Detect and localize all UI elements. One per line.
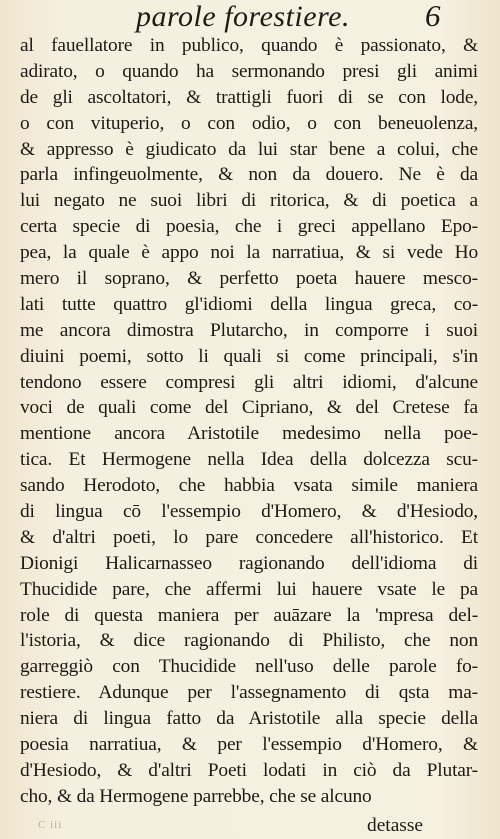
text-line: niera di lingua fatto da Aristotile alla specie della	[20, 708, 478, 730]
text-line: l'istoria, & dice ragionando di Philisto, che non	[20, 630, 478, 652]
text-line: sando Herodoto, che habbia vsata simile maniera	[20, 475, 478, 497]
text-line: mentione ancora Aristotile medesimo nella poe-	[20, 423, 478, 445]
text-line: certa specie di poesia, che i greci appellano Epo-	[20, 216, 478, 238]
text-line: pea, la quale è appo noi la narratiua, & si vede Ho	[20, 242, 478, 264]
text-line: al fauellatore in publico, quando è passionato, &	[20, 35, 478, 56]
text-line: d'Hesiodo, & d'altri Poeti lodati in ciò da Plutar-	[20, 759, 478, 781]
text-line: o con vituperio, o con odio, o con beneuolenza,	[20, 112, 478, 134]
text-line: de gli ascoltatori, & trattigli fuori di se con lode,	[20, 86, 478, 108]
text-line: adirato, o quando ha sermonando presi gli animi	[20, 60, 478, 82]
text-line: mero il soprano, & perfetto poeta hauere mesco-	[20, 268, 478, 290]
signature-mark: C iii	[38, 819, 63, 831]
page-number: 6	[425, 0, 441, 33]
text-line: poesia narratiua, & per l'essempio d'Homero, &	[20, 734, 478, 756]
text-line: Thucidide pare, che affermi lui hauere vsate le pa	[20, 578, 478, 600]
text-line: lati tutte quattro gl'idiomi della lingua greca, co-	[20, 293, 478, 315]
text-line: & d'altri poeti, lo pare concedere all'historico. Et	[20, 526, 478, 548]
text-line: restiere. Adunque per l'assegnamento di qsta ma-	[20, 682, 478, 704]
text-line: garreggiò con Thucidide nell'uso delle parole fo-	[20, 656, 478, 678]
text-line: voci de quali come del Cipriano, & del Cretese fa	[20, 397, 478, 419]
text-line: role di questa maniera per auāzare la 'mpresa del-	[20, 604, 478, 626]
text-line: diuini poemi, sotto li quali si come principali, s'in	[20, 345, 478, 367]
body-text	[20, 33, 478, 810]
text-line: tendono essere compresi gli altri idiomi, d'alcune	[20, 371, 478, 393]
text-line: & appresso è giudicato da lui star bene a colui, che	[20, 138, 478, 160]
text-line: di lingua cō l'essempio d'Homero, & d'Hesiodo,	[20, 501, 478, 523]
text-line: Dionigi Halicarnasseo ragionando dell'idioma di	[20, 552, 478, 574]
text-line: me ancora dimostra Plutarcho, in comporre i suoi	[20, 319, 478, 341]
running-title: parole forestiere.	[136, 0, 350, 33]
text-line: lui negato ne suoi libri di ritorica, & di poetica a	[20, 190, 478, 212]
catchword: detasse	[367, 815, 423, 836]
text-line: cho, & da Hermogene parrebbe, che se alcuno	[20, 785, 372, 807]
text-line: parla infingeuolmente, & non da douero. Ne è da	[20, 164, 478, 186]
text-line: tica. Et Hermogene nella Idea della dolcezza scu-	[20, 449, 478, 471]
